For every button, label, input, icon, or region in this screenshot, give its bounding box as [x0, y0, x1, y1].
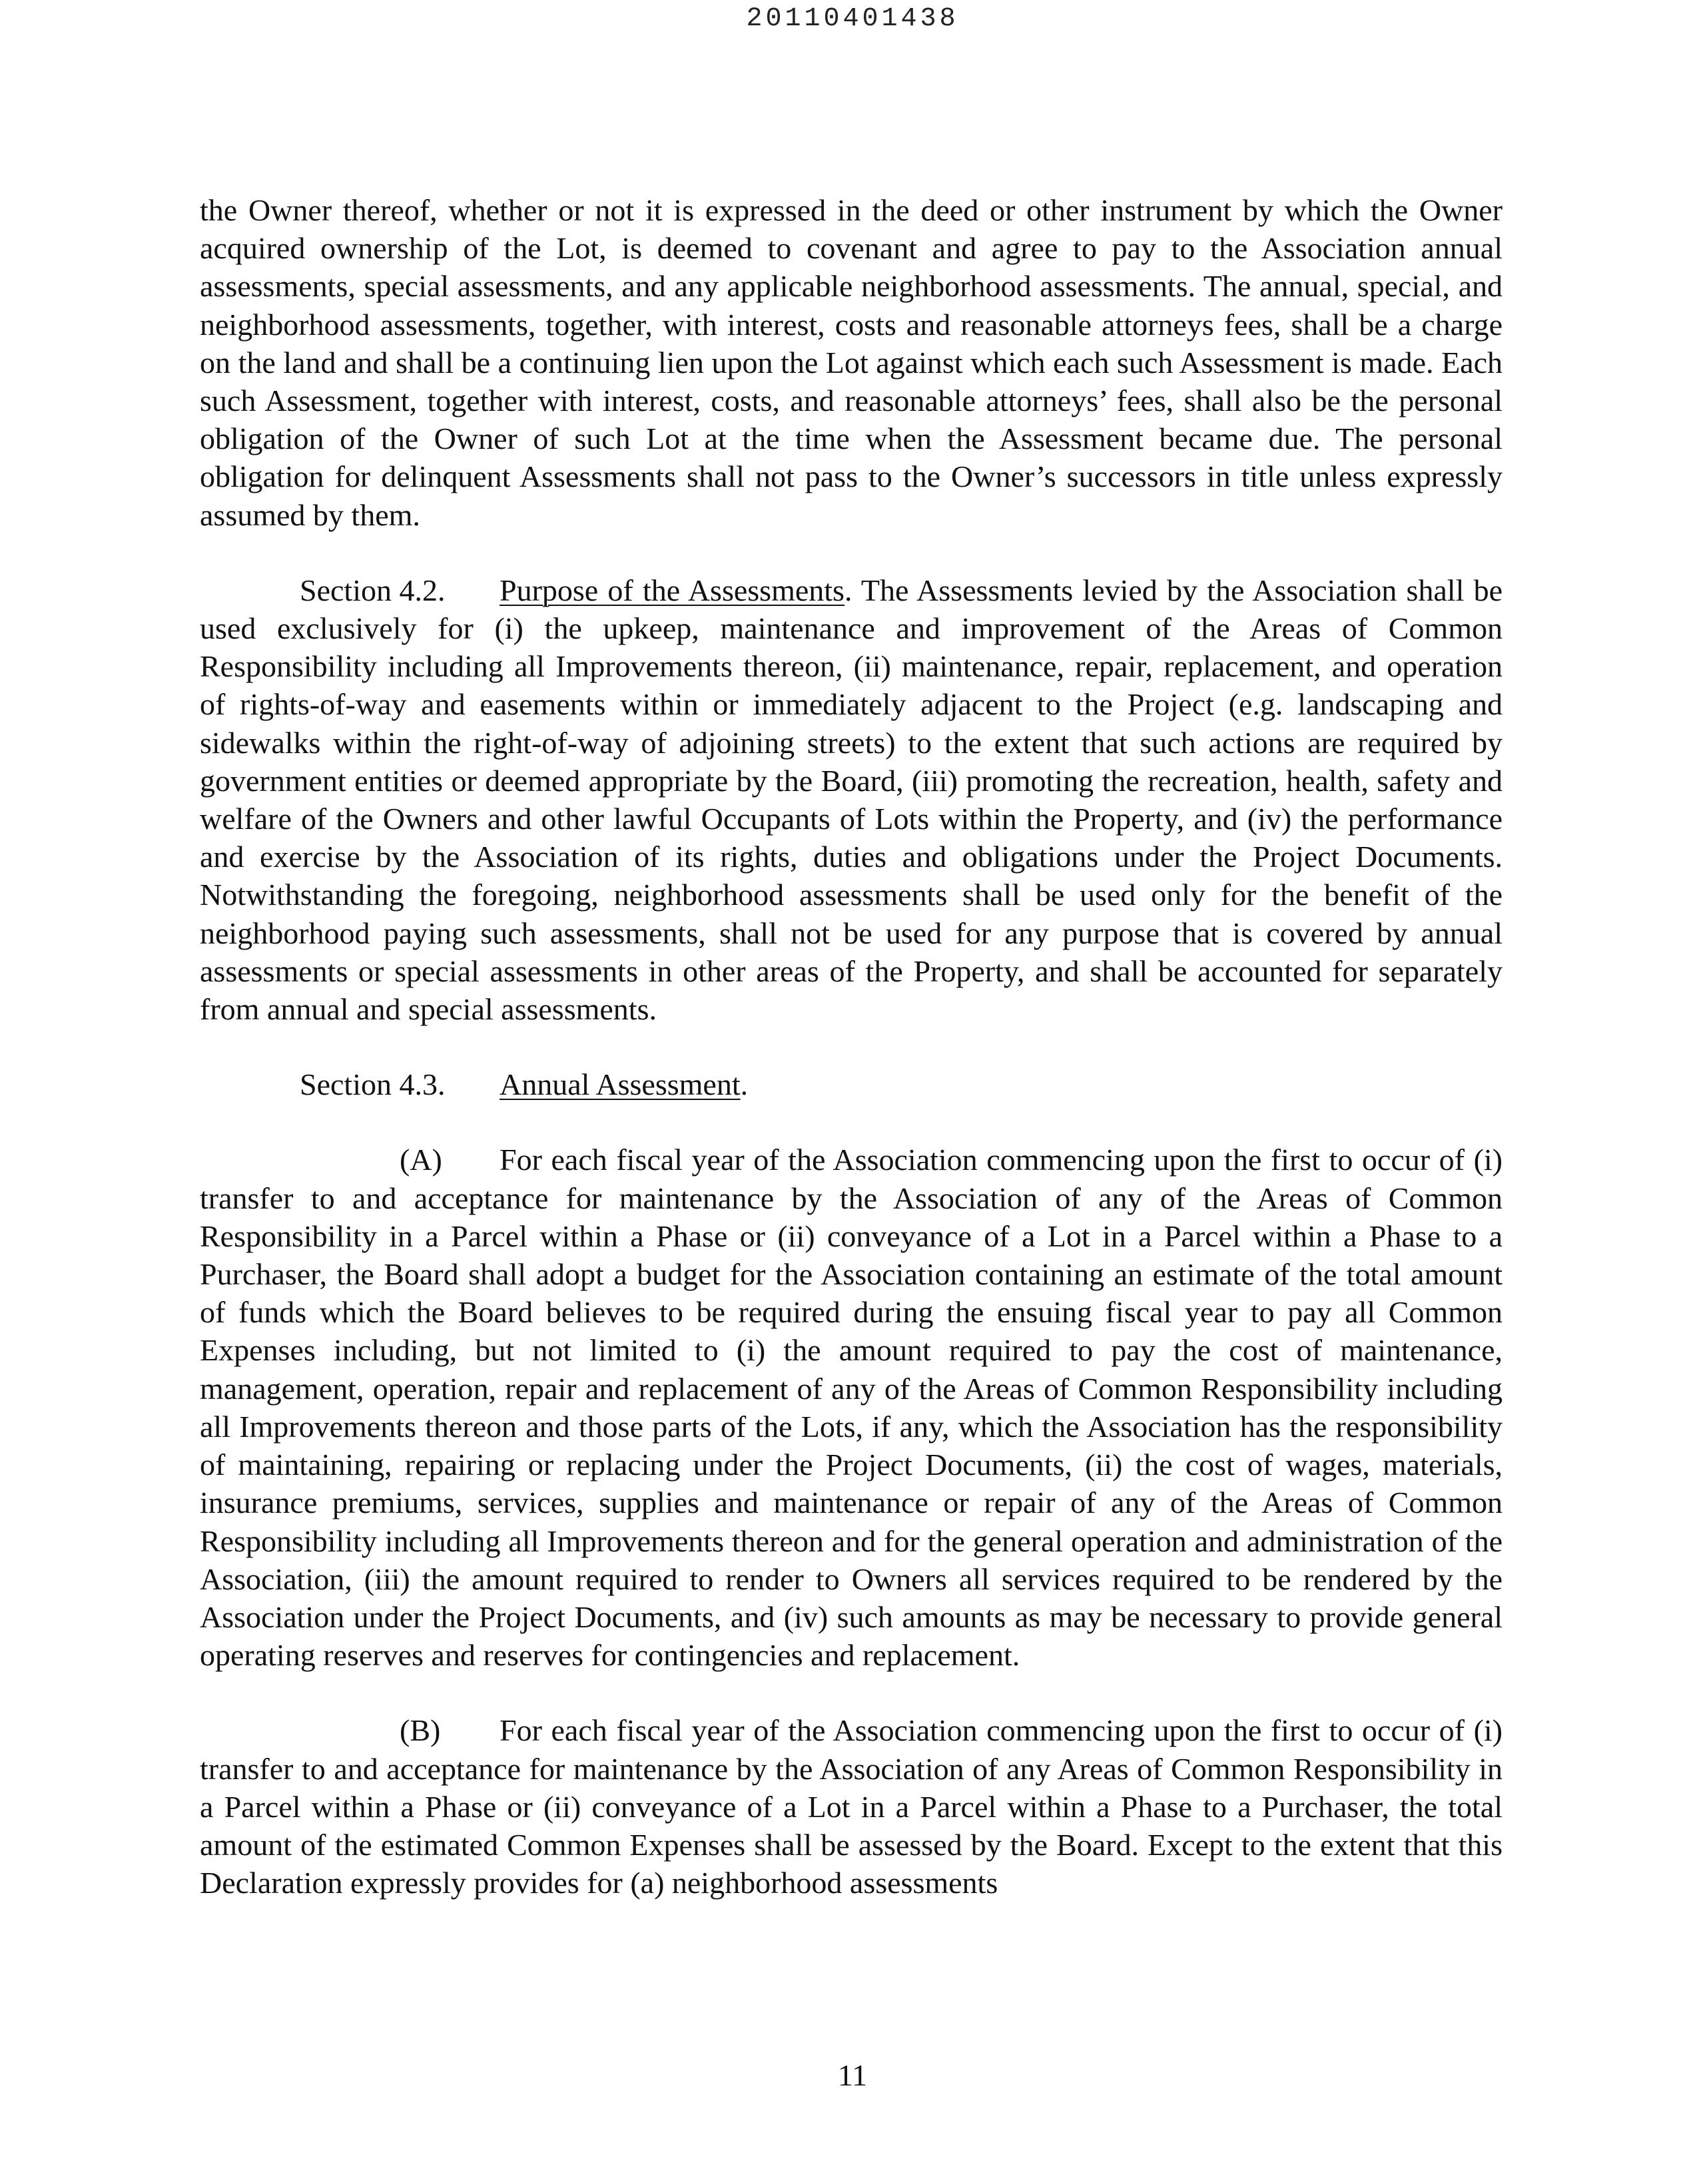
- document-number: 20110401438: [746, 4, 959, 34]
- section-4-2: [200, 571, 1503, 1028]
- section-title-suffix: .: [740, 1067, 749, 1102]
- subsection-text: For each fiscal year of the Association commencing upon the first to occur of (i) transfer to and acceptance for maintenance by the Association of any of the Areas of Common Responsibility in a Parcel within a Phase or (ii) conveyance of a Lot in a Parcel within a Phase to a Purchaser, the Board shall adopt a budget for the Association containing an estimate of the total amount of funds which the Board believes to be required during the ensuing fiscal year to pay all Common Expenses including, but not limited to (i) the amount required to pay the cost of maintenance, management, operation, repair and replacement of any of the Areas of Common Responsibility including all Improvements thereon and those parts of the Lots, if any, which the Association has the responsibility of maintaining, repairing or replacing under the Project Documents, (ii) the cost of wages, materials, insurance premiums, services, supplies and maintenance or repair of any of the Areas of Common Responsibility including all Improvements thereon and for the general operation and administration of the Association, (iii) the amount required to render to Owners all services required to be rendered by the Association under the Project Documents, and (iv) such amounts as may be necessary to provide general operating reserves and reserves for contingencies and replacement.: [200, 1143, 1503, 1673]
- section-number: Section 4.3.: [300, 1067, 446, 1102]
- subsection-b: [200, 1711, 1503, 1902]
- section-number: Section 4.2.: [300, 573, 446, 607]
- section-text: . The Assessments levied by the Association shall be used exclusively for (i) the upkeep, maintenance and improvement of the Areas of Common Responsibility including all Improvements thereon, (ii) maintenance, repair, replacement, and operation of rights-of-way and easements within or immediately adjacent to the Project (e.g. landscaping and sidewalks within the right-of-way of adjoining streets) to the extent that such actions are required by government entities or deemed appropriate by the Board, (iii) promoting the recreation, health, safety and welfare of the Owners and other lawful Occupants of Lots within the Property, and (iv) the performance and exercise by the Association of its rights, duties and obligations under the Project Documents. Notwithstanding the foregoing, neighborhood assessments shall be used only for the benefit of the neighborhood paying such assessments, shall not be used for any purpose that is covered by annual assessments or special assessments in other areas of the Property, and shall be accounted for separately from annual and special assessments.: [200, 573, 1503, 1027]
- page-number: 11: [837, 2058, 868, 2092]
- subsection-text: For each fiscal year of the Association commencing upon the first to occur of (i) transfer to and acceptance for maintenance by the Association of any Areas of Common Responsibility in a Parcel within a Phase or (ii) conveyance of a Lot in a Parcel within a Phase to a Purchaser, the total amount of the estimated Common Expenses shall be assessed by the Board. Except to the extent that this Declaration expressly provides for (a) neighborhood assessments: [200, 1713, 1503, 1900]
- subsection-label: (A): [400, 1143, 442, 1177]
- document-body: [200, 191, 1503, 1902]
- paragraph-continuation: the Owner thereof, whether or not it is expressed in the deed or other instrument by which the Owner acquired ownership of the Lot, is deemed to covenant and agree to pay to the Association annual assessments, special assessments, and any applicable neighborhood assessments. The annual, special, and neighborhood assessments, together, with interest, costs and reasonable attorneys fees, shall be a charge on the land and shall be a continuing lien upon the Lot against which each such Assessment is made. Each such Assessment, together with interest, costs, and reasonable attorneys’ fees, shall also be the personal obligation of the Owner of such Lot at the time when the Assessment became due. The personal obligation for delinquent Assessments shall not pass to the Owner’s successors in title unless expressly assumed by them.: [200, 193, 1503, 532]
- section-4-3: [200, 1065, 1503, 1103]
- section-title: Purpose of the Assessments: [500, 573, 845, 607]
- subsection-label: (B): [400, 1713, 441, 1748]
- subsection-a: [200, 1141, 1503, 1674]
- section-title: Annual Assessment: [500, 1067, 741, 1102]
